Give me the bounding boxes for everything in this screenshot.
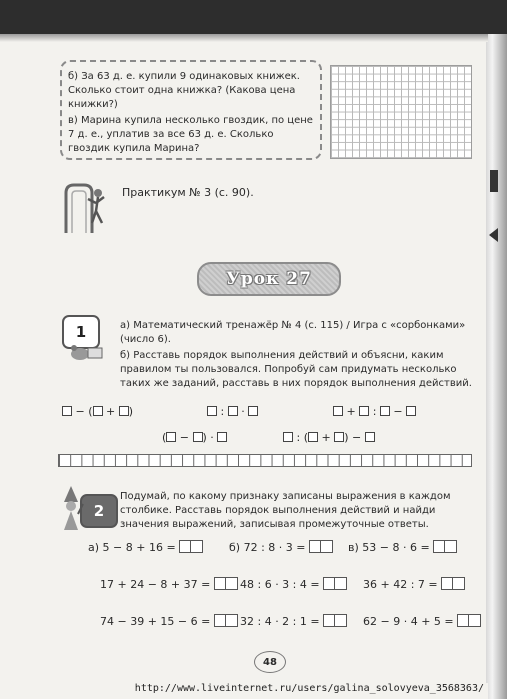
task-1-part-b: б) Расставь порядок выполнения действий и объясни, каким правилом ты пользовался. Попробуй сам придумать несколько таких же заданий, расставь в них порядок выполнения действий. bbox=[120, 350, 472, 389]
expr-text: а) 5 − 8 + 16 = bbox=[88, 541, 176, 554]
expr-v-2 bbox=[363, 577, 465, 591]
book-spine bbox=[486, 0, 507, 699]
expr-v-1 bbox=[348, 540, 457, 554]
lesson-title: Урок 27 bbox=[226, 269, 312, 289]
expr-a-2 bbox=[100, 577, 238, 591]
page-number: 48 bbox=[254, 651, 286, 673]
box-expression-2: : · bbox=[207, 405, 258, 418]
praktikum-text: Практикум № 3 (с. 90). bbox=[122, 186, 254, 199]
expr-text: 36 + 42 : 7 = bbox=[363, 578, 438, 591]
task-1-number: 1 bbox=[62, 315, 100, 349]
wizard-icon bbox=[58, 484, 84, 536]
grid-workspace bbox=[330, 65, 472, 159]
expr-v-3 bbox=[363, 614, 481, 628]
lesson-banner bbox=[197, 262, 341, 296]
answer-cells bbox=[214, 614, 238, 627]
answer-cells bbox=[433, 540, 457, 553]
task-1-part-a: а) Математический тренажёр № 4 (с. 115) / Игра с «сорбонками» (число 6). bbox=[120, 320, 466, 345]
box-expression-5: : ( + ) − bbox=[283, 431, 375, 444]
expr-a-1 bbox=[88, 540, 203, 554]
mouse-reading-icon bbox=[66, 340, 106, 362]
spine-mark bbox=[490, 170, 498, 192]
watermark-text: http://www.liveinternet.ru/users/galina_solovyeva_3568363/ bbox=[134, 683, 484, 694]
task-2-text: Подумай, по какому признаку записаны выражения в каждом столбике. Расставь порядок выполнения действий и найди значения выражений, записывая промежуточные ответы. bbox=[120, 491, 451, 530]
spine-arrow bbox=[489, 228, 498, 242]
answer-cells bbox=[309, 540, 333, 553]
answer-cells bbox=[214, 577, 238, 590]
answer-cells bbox=[179, 540, 203, 553]
problem-v-text: в) Марина купила несколько гвоздик, по цене 7 д. е., уплатив за все 63 д. е. Сколько гвоздик купила Марина? bbox=[68, 115, 313, 154]
expr-b-1 bbox=[229, 540, 333, 554]
box-expression-4: ( − ) · bbox=[162, 431, 227, 444]
expr-b-3 bbox=[240, 614, 347, 628]
expr-text: 17 + 24 − 8 + 37 = bbox=[100, 578, 211, 591]
expr-text: 74 − 39 + 15 − 6 = bbox=[100, 615, 211, 628]
answer-cells bbox=[457, 614, 481, 627]
expr-b-2 bbox=[240, 577, 347, 591]
scan-top-edge bbox=[0, 0, 507, 34]
problem-b-text: б) За 63 д. е. купили 9 одинаковых книжек. Сколько стоит одна книжка? (Какова цена книжки?) bbox=[68, 71, 300, 110]
box-expression-3: + : − bbox=[333, 405, 416, 418]
answer-cells bbox=[323, 614, 347, 627]
gymnast-icon bbox=[60, 183, 112, 235]
expr-a-3 bbox=[100, 614, 238, 628]
expr-text: 32 : 4 · 2 : 1 = bbox=[240, 615, 320, 628]
expr-text: 48 : 6 · 3 : 4 = bbox=[240, 578, 320, 591]
answer-cells bbox=[441, 577, 465, 590]
answer-strip bbox=[58, 454, 472, 467]
watermark-url bbox=[0, 683, 488, 699]
expr-text: в) 53 − 8 · 6 = bbox=[348, 541, 430, 554]
expr-text: б) 72 : 8 · 3 = bbox=[229, 541, 306, 554]
box-expression-1: − ( + ) bbox=[62, 405, 133, 418]
expr-text: 62 − 9 · 4 + 5 = bbox=[363, 615, 454, 628]
task-2-number: 2 bbox=[80, 494, 118, 528]
answer-cells bbox=[323, 577, 347, 590]
